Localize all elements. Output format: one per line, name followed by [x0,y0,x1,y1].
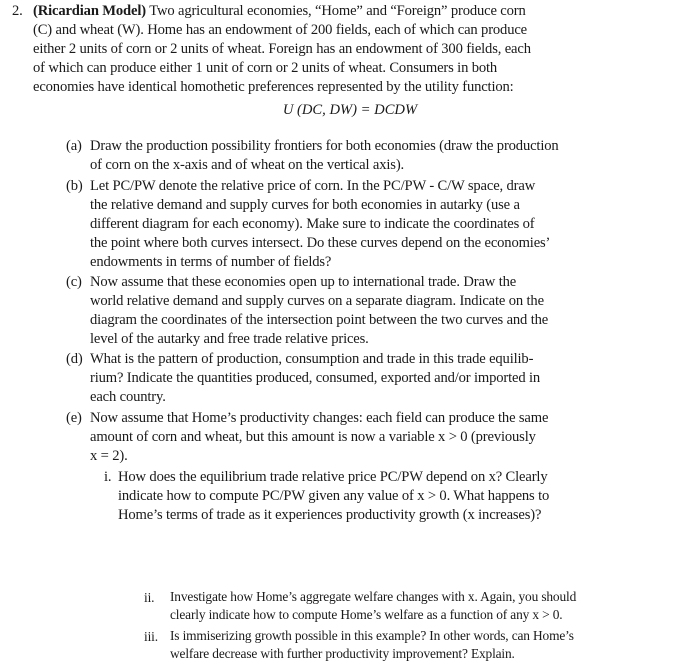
intro-line-5: economies have identical homothetic preferences represented by the utility function: [33,79,514,95]
intro-line-1: (Ricardian Model) Two agricultural economies, “Home” and “Foreign” produce corn [33,3,526,19]
part-b-label: (b) [66,178,83,194]
subpart-iii-label: iii. [144,629,158,644]
part-d-text: What is the pattern of production, consumption and trade in this trade equilib- rium? Indicate the quantities produced, consumed, exported and/or imported in each country. [90,351,541,405]
subpart-ii-label: ii. [144,590,155,605]
part-a-text: Draw the production possibility frontiers for both economies (draw the production of corn on the x-axis and of wheat on the vertical axis). [90,138,559,173]
part-c-label: (c) [66,274,82,290]
question-title: (Ricardian Model) [33,3,146,19]
subpart-i-text: How does the equilibrium trade relative price PC/PW depend on x? Clearly indicate how to compute PC/PW given any value of x > 0. What happens to Home’s terms of trade as it experiences productivity growth (x increases)? [118,469,550,523]
question-number: 2. [12,3,23,19]
subpart-ii-text: Investigate how Home’s aggregate welfare changes with x. Again, you should clearly indicate how to compute Home’s welfare as a function of any x > 0. [170,589,577,622]
intro-line-3: either 2 units of corn or 2 units of wheat. Foreign has an endowment of 300 fields, each [33,41,531,57]
part-e-text: Now assume that Home’s productivity changes: each field can produce the same amount of corn and wheat, but this amount is now a variable x > 0 (previously x = 2). [90,410,549,464]
question-intro [33,2,681,97]
intro-line-2: (C) and wheat (W). Home has an endowment of 200 fields, each of which can produce [33,22,527,38]
part-d-label: (d) [66,351,83,367]
intro-line-4: of which can produce either 1 unit of corn or 2 units of wheat. Consumers in both [33,60,498,76]
utility-formula: U (DC, DW) = DCDW [282,102,418,118]
part-e-label: (e) [66,410,82,426]
part-c-text: Now assume that these economies open up to international trade. Draw the world relative demand and supply curves on a separate diagram. Indicate on the diagram the coordinates of the intersection point between the two curves and the level of the autarky and free trade relative prices. [90,274,549,347]
part-a-label: (a) [66,138,82,154]
subpart-i-label: i. [104,469,112,485]
subpart-iii-text: Is immiserizing growth possible in this example? In other words, can Home’s welfare decrease with further productivity improvement? Explain. [170,628,574,661]
part-b-text: Let PC/PW denote the relative price of corn. In the PC/PW - C/W space, draw the relative demand and supply curves for both economies in autarky (use a different diagram for each economy). Make sure to indicate the coordinates of the point where both curves intersect. Do these curves depend on the economies’ endowments in terms of number of fields? [90,178,551,270]
